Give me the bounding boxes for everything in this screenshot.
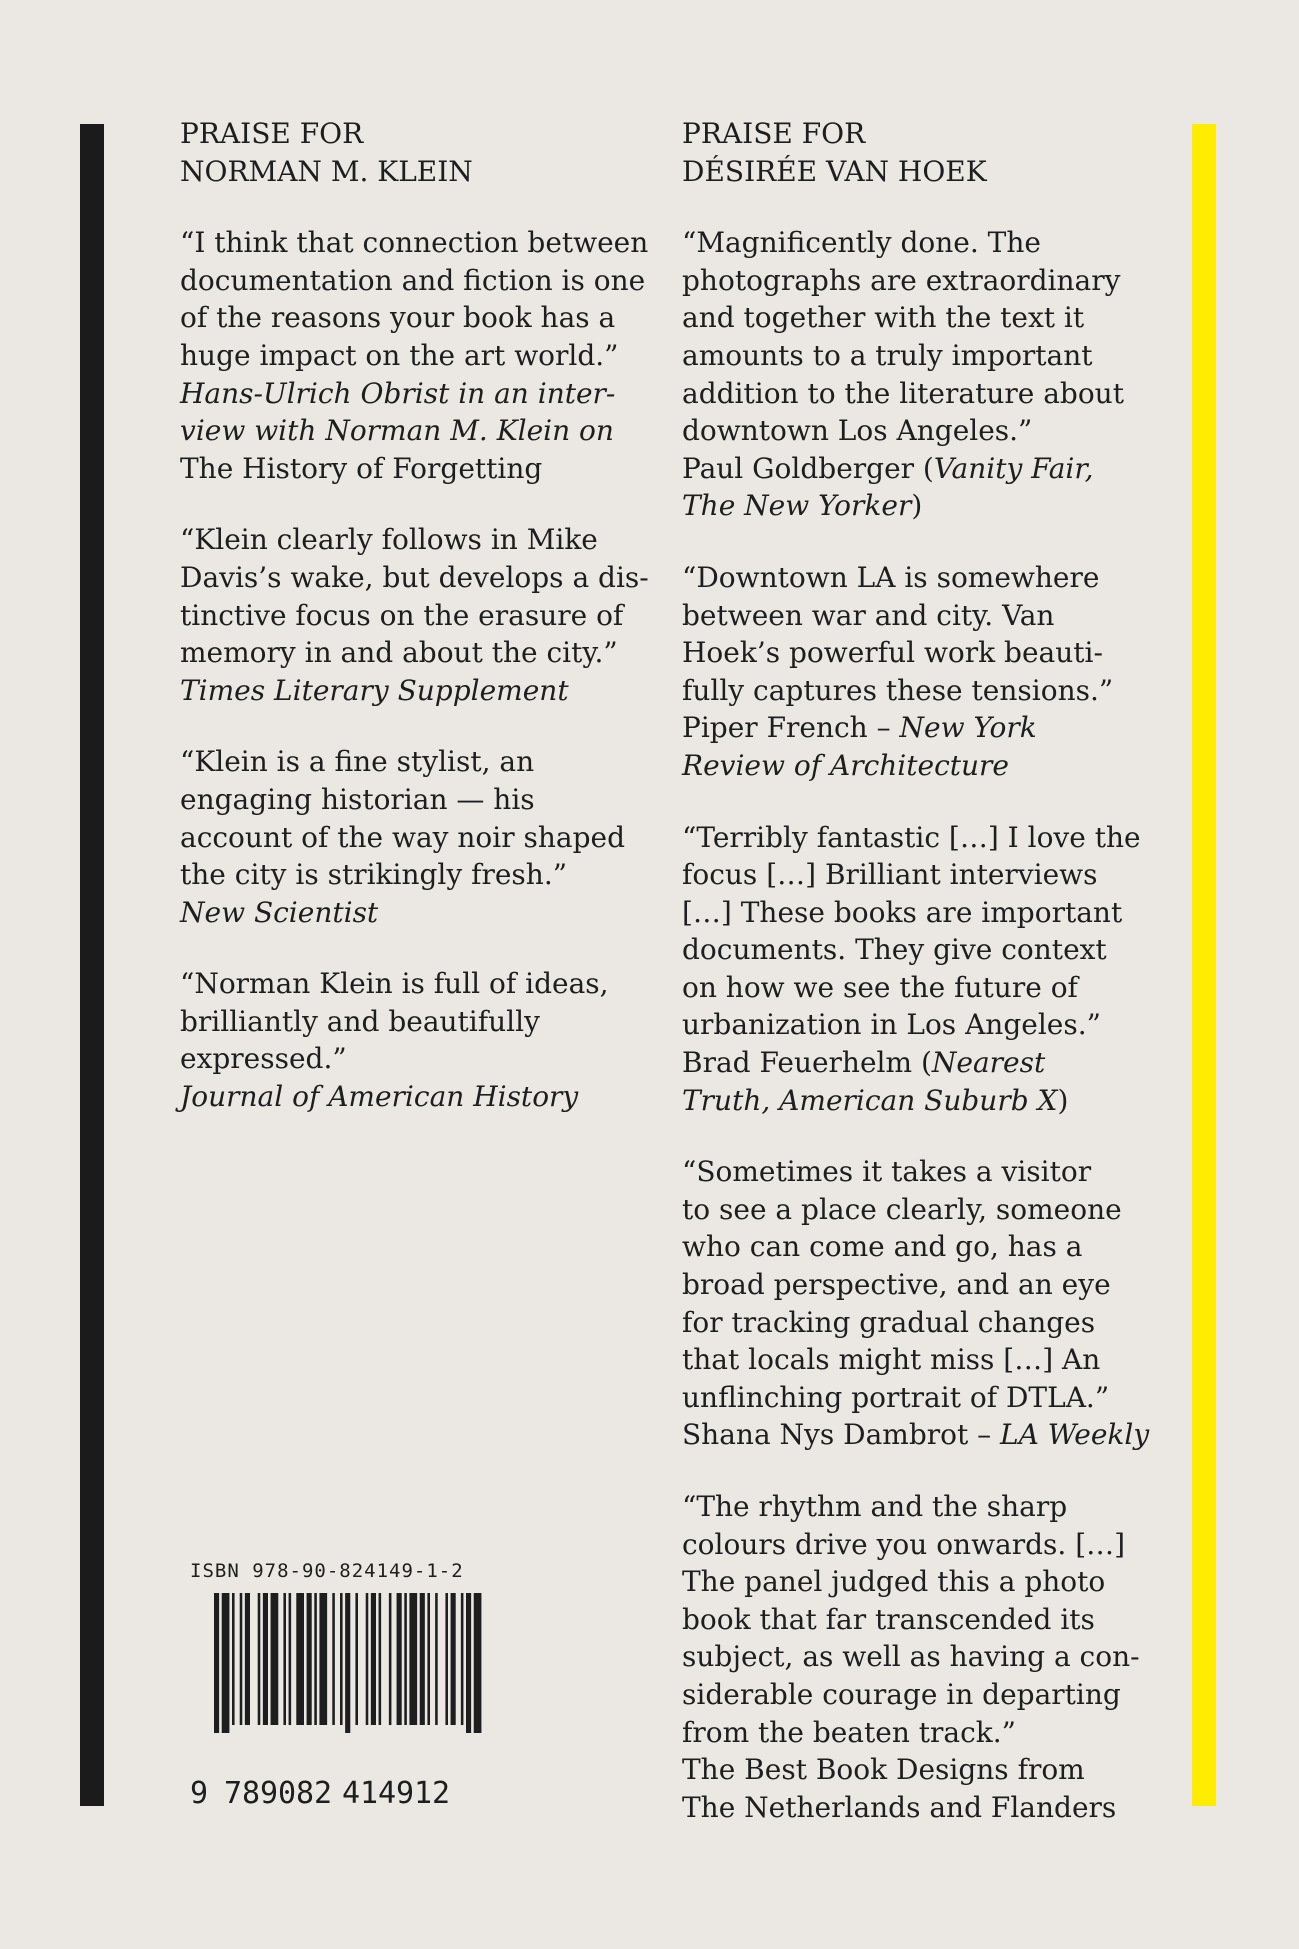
barcode-bar [232,1593,235,1725]
quote-line: book that far transcended its [682,1602,1095,1636]
quote-line: downtown Los Angeles.” [682,414,1033,448]
quote-line: broad perspective, and an eye [682,1268,1111,1302]
barcode-bar [379,1593,382,1725]
barcode-digit: 9 [396,1776,415,1811]
source-author: Shana Nys Dambrot – [682,1418,1001,1452]
quote-line: account of the way noir shaped [180,820,626,854]
quote-line: addition to the literature about [682,376,1124,410]
quote-line: “Terribly fantastic […] I love the [682,820,1141,854]
source-author: Piper French – [682,711,900,745]
quote-line: The panel judged this a photo [682,1565,1106,1599]
barcode-bar [258,1593,261,1725]
quote-line: who can come and go, has a [682,1230,1083,1264]
quote-line: huge impact on the art world.” [180,338,619,372]
quote-source [682,1751,1162,1789]
quote-line: “Downtown LA is somewhere [682,560,1100,594]
quote-line: “Magnificently done. The [682,226,1041,260]
quote-line: unflinching portrait of DTLA.” [682,1380,1110,1414]
barcode-bar [240,1593,243,1725]
quote-block [180,965,660,1115]
barcode-bar [289,1593,292,1725]
quote-line: that locals might miss […] An [682,1343,1101,1377]
barcode-bar [332,1593,335,1725]
barcode-bar [371,1593,376,1725]
barcode-bar [245,1593,250,1725]
barcode-digit: 1 [414,1776,433,1811]
quote-line: memory in and about the city.” [180,636,618,670]
barcode-bar [214,1593,219,1733]
quote-line: photographs are extraordinary [682,263,1121,297]
barcode [214,1593,484,1733]
quote-block [682,1488,1162,1826]
quote-source: view with Norman M. Klein on [180,414,614,448]
source-publication: Review of Architecture [682,748,1010,782]
heading-line: NORMAN M. KLEIN [180,154,473,188]
barcode-bar [222,1593,230,1733]
quote-line: documents. They give context [682,933,1107,967]
barcode-bar [271,1593,279,1725]
quote-line: siderable courage in departing [682,1677,1121,1711]
quote-block [682,1153,1162,1454]
barcode-bar [474,1593,482,1733]
barcode-bar [355,1593,358,1725]
quote-line: from the beaten track.” [682,1715,1016,1749]
quote-line: colours drive you onwards. […] [682,1527,1126,1561]
heading-desiree-van-hoek [682,115,1162,190]
barcode-digit: 8 [242,1776,261,1811]
barcode-digit: 2 [432,1776,451,1811]
barcode-digit: 7 [224,1776,243,1811]
quote-source [682,1082,1162,1120]
barcode-bar [314,1593,317,1725]
heading-line: PRAISE FOR [180,117,364,150]
quote-line: Davis’s wake, but develops a dis- [180,560,649,594]
quote-block [682,819,1162,1120]
heading-norman-klein [180,115,660,190]
source-author: The Netherlands and Flanders [682,1790,1117,1824]
barcode-bar [389,1593,392,1725]
barcode-bar [397,1593,402,1725]
barcode-bar [319,1593,327,1725]
source-publication: The New Yorker [682,489,912,523]
source-author: ) [911,489,923,523]
right-yellow-bar [1192,124,1216,1806]
barcode-bar [427,1593,430,1725]
left-column [180,115,660,1150]
quote-source [682,747,1162,785]
quote-line: tinctive focus on the erasure of [180,598,624,632]
quote-line: brilliantly and beautifully [180,1004,540,1038]
barcode-digit: 4 [378,1776,397,1811]
source-author: The Best Book Designs from [682,1753,1085,1787]
left-black-bar [80,124,104,1806]
barcode-digit: 9 [260,1776,279,1811]
quote-line: between war and city. Van [682,598,1055,632]
quote-line: subject, as well as having a con- [682,1640,1140,1674]
source-publication: Nearest [931,1046,1046,1080]
quote-block [180,521,660,709]
source-publication: Vanity Fair, [933,451,1094,485]
source-author: Brad Feuerhelm ( [682,1046,932,1080]
barcode-digit: 2 [314,1776,333,1811]
isbn-label: ISBN 978-90-824149-1-2 [190,1560,464,1582]
barcode-bar [340,1593,343,1725]
quote-line: on how we see the future of [682,970,1078,1004]
quote-line: “Norman Klein is full of ideas, [180,967,609,1001]
quote-block [180,743,660,931]
heading-line: PRAISE FOR [682,117,866,150]
barcode-bar [283,1593,286,1725]
quote-line: for tracking gradual changes [682,1305,1096,1339]
quote-block [682,559,1162,785]
quote-line: focus […] Brilliant interviews [682,858,1098,892]
barcode-bar [404,1593,407,1725]
barcode-bar [435,1593,438,1725]
quote-line: “I think that connection between [180,226,649,260]
quote-line: expressed.” [180,1042,347,1076]
quote-source [682,1044,1162,1082]
quote-line: “Sometimes it takes a visitor [682,1155,1092,1189]
quote-block [682,224,1162,525]
barcode-bar [409,1593,417,1725]
barcode-digit: 1 [360,1776,379,1811]
source-author: Paul Goldberger ( [682,451,934,485]
quote-line: Hoek’s powerful work beauti- [682,636,1103,670]
barcode-bar [461,1593,464,1725]
quote-line: engaging historian — his [180,782,535,816]
barcode-bar [296,1593,304,1725]
barcode-digit: 4 [342,1776,361,1811]
quote-line: to see a place clearly, someone [682,1192,1122,1226]
barcode-bar [466,1593,471,1733]
barcode-digit: 0 [278,1776,297,1811]
barcode-digit: 8 [296,1776,315,1811]
quote-line: […] These books are important [682,895,1123,929]
quote-line: amounts to a truly important [682,338,1093,372]
quote-source: Hans-Ulrich Obrist in an inter- [180,376,616,410]
quote-line: fully captures these tensions.” [682,673,1114,707]
quote-source: Times Literary Supplement [180,673,569,707]
quote-line: urbanization in Los Angeles.” [682,1008,1101,1042]
quote-line: documentation and fiction is one [180,263,646,297]
barcode-bar [420,1593,425,1725]
right-column [682,115,1162,1860]
quote-source: New Scientist [180,895,379,929]
barcode-digit: 9 [190,1776,209,1811]
barcode-bar [307,1593,312,1725]
barcode-bar [366,1593,369,1725]
heading-line: DÉSIRÉE VAN HOEK [682,154,987,188]
quote-source-title: The History of Forgetting [180,451,543,485]
source-publication: LA Weekly [1000,1418,1150,1452]
barcode-bar [451,1593,456,1725]
quote-line: “Klein clearly follows in Mike [180,523,598,557]
quote-block [180,224,660,487]
quote-source [682,709,1162,747]
quote-line: “Klein is a fine stylist, an [180,745,535,779]
quote-source [682,1789,1162,1827]
quote-line: of the reasons your book has a [180,301,616,335]
quote-source [682,450,1162,488]
quote-source [682,487,1162,525]
barcode-bar [345,1593,350,1733]
source-publication: New York [899,711,1037,745]
quote-source [682,1416,1162,1454]
quote-source: Journal of American History [180,1080,579,1114]
quote-line: the city is strikingly fresh.” [180,858,568,892]
barcode-bar [263,1593,268,1725]
source-author: ) [1057,1083,1069,1117]
barcode-bar [445,1593,448,1725]
quote-line: and together with the text it [682,301,1085,335]
source-publication: Truth, American Suburb X [682,1083,1058,1117]
quote-line: “The rhythm and the sharp [682,1490,1068,1523]
